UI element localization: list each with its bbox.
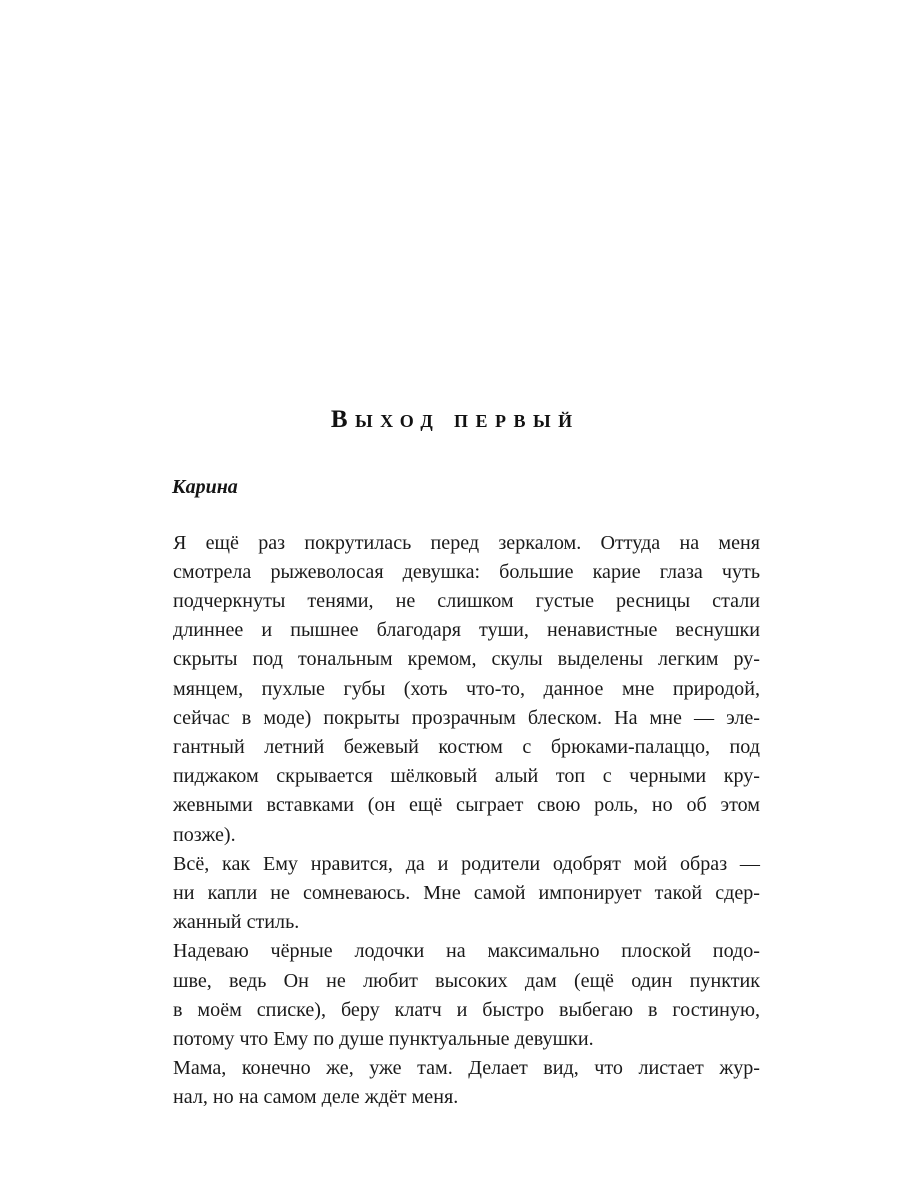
text-line: Надеваю чёрные лодочки на максимально плоской подо-: [173, 940, 760, 963]
text-line: в моём списке), беру клатч и быстро выбегаю в гостиную,: [173, 998, 760, 1021]
text-line: нал, но на самом деле ждёт меня.: [173, 1086, 459, 1109]
text-line: длиннее и пышнее благодаря туши, ненавистные веснушки: [173, 619, 760, 642]
text-line: шве, ведь Он не любит высоких дам (ещё один пунктик: [173, 969, 760, 992]
paragraph: [143, 529, 760, 850]
paragraph: [143, 850, 760, 938]
text-line: ни капли не сомневаюсь. Мне самой импонирует такой сдер-: [173, 881, 760, 904]
text-line: подчеркнуты тенями, не слишком густые ресницы стали: [173, 589, 760, 612]
text-line: потому что Ему по душе пунктуальные девушки.: [173, 1027, 594, 1050]
text-line: смотрела рыжеволосая девушка: большие карие глаза чуть: [173, 560, 760, 583]
text-line: Мама, конечно же, уже там. Делает вид, что листает жур-: [173, 1057, 760, 1080]
body-copy: [143, 529, 760, 1113]
text-line: позже).: [173, 823, 236, 846]
text-line: Я ещё раз покрутилась перед зеркалом. Оттуда на меня: [173, 531, 760, 554]
paragraph: [143, 1054, 760, 1112]
chapter-title: Выход первый: [330, 406, 580, 433]
text-line: пиджаком скрывается шёлковый алый топ с черными кру-: [173, 765, 760, 788]
text-line: скрыты под тональным кремом, скулы выделены легким ру-: [173, 648, 760, 671]
text-line: Всё, как Ему нравится, да и родители одобрят мой образ —: [173, 852, 760, 875]
text-block: [143, 405, 760, 1113]
text-line: жанный стиль.: [173, 911, 300, 934]
text-line: мянцем, пухлые губы (хоть что-то, данное мне природой,: [173, 677, 760, 700]
paragraph: [143, 937, 760, 1054]
text-line: сейчас в моде) покрыты прозрачным блеском. На мне — эле-: [173, 706, 760, 729]
text-line: жевными вставками (он ещё сыграет свою роль, но об этом: [173, 794, 760, 817]
character-byline: Карина: [172, 475, 238, 498]
text-line: гантный летний бежевый костюм с брюками-палаццо, под: [173, 735, 760, 758]
